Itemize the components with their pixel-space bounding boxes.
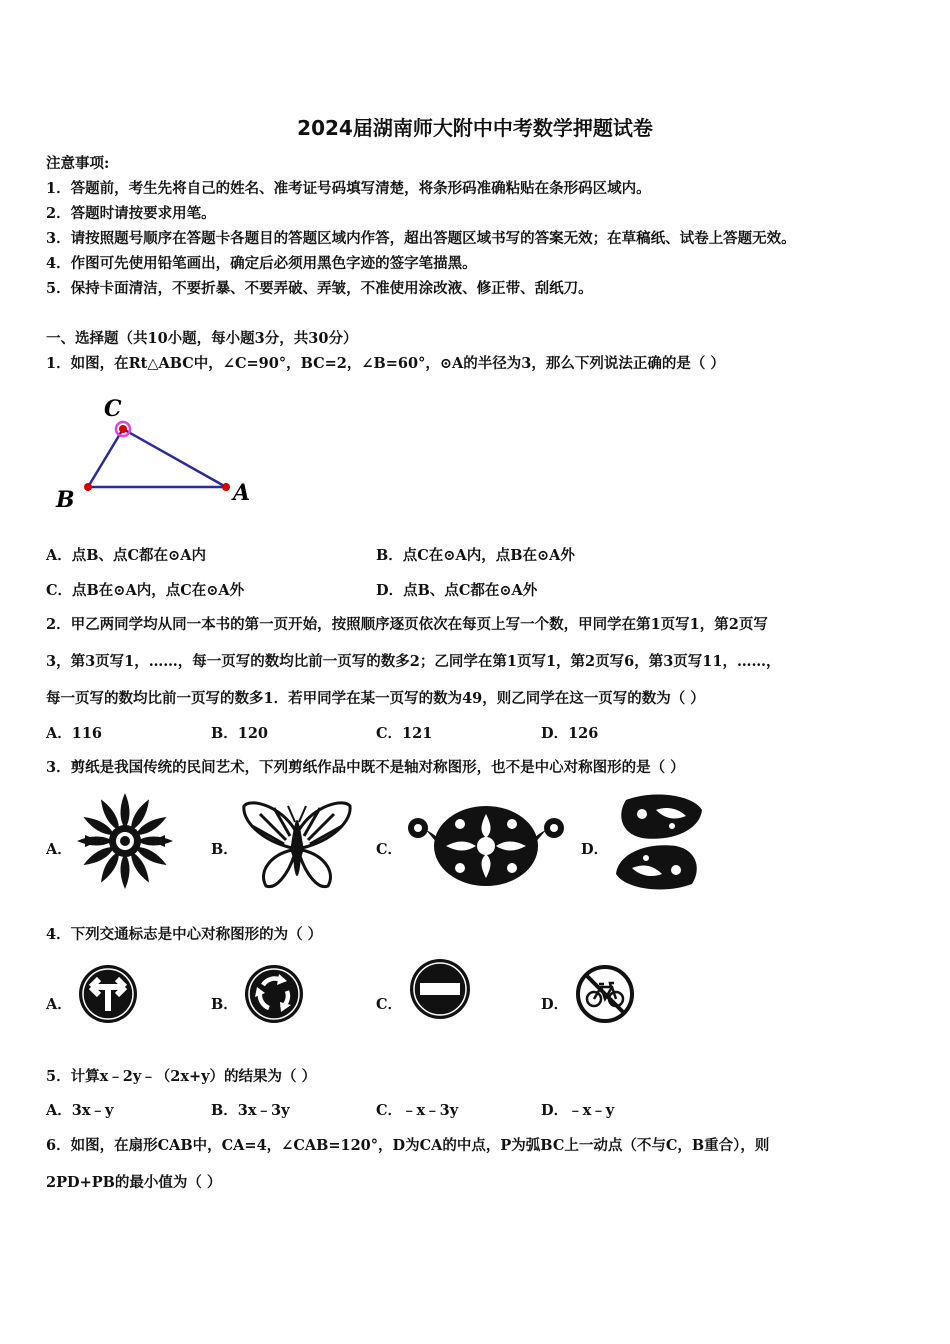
q1-option-d: D．点B、点C都在⊙A外 xyxy=(376,582,538,599)
q5-option-d: D．﹣x﹣y xyxy=(541,1102,615,1119)
q5-option-a: A．3x﹣y xyxy=(46,1102,114,1119)
page-title: 2024届湖南师大附中中考数学押题试卷 xyxy=(297,116,653,140)
q1-option-c: C．点B在⊙A内，点C在⊙A外 xyxy=(46,582,245,599)
turn-left-right-sign-icon xyxy=(77,963,139,1025)
q1-option-a: A．点B、点C都在⊙A内 xyxy=(46,547,206,564)
q5-option-b: B．3x﹣3y xyxy=(211,1102,290,1119)
papercut-fish-icon xyxy=(612,790,706,894)
question-2-line: 每一页写的数均比前一页写的数多1．若甲同学在某一页写的数为49，则乙同学在这一页写的数为（ ） xyxy=(46,690,705,707)
q4-option-a: A． xyxy=(46,996,72,1013)
q2-option-b: B．120 xyxy=(211,725,269,742)
question-2-line: 2．甲乙两同学均从同一本书的第一页开始，按照顺序逐页依次在每页上写一个数，甲同学在第1页写1，第2页写 xyxy=(46,616,768,633)
no-entry-sign-icon xyxy=(408,957,472,1021)
notice-item: 1．答题前，考生先将自己的姓名、准考证号码填写清楚，将条形码准确粘贴在条形码区域内。 xyxy=(46,180,651,197)
papercut-flower-icon xyxy=(75,790,175,892)
q4-option-c: C． xyxy=(376,996,403,1013)
question-4-stem: 4．下列交通标志是中心对称图形的为（ ） xyxy=(46,926,323,943)
question-2-line: 3，第3页写1，……，每一页写的数均比前一页写的数多2；乙同学在第1页写1，第2页写6，第3页写11，……， xyxy=(46,653,781,670)
label-a: A xyxy=(233,480,251,506)
notice-item: 4．作图可先使用铅笔画出，确定后必须用黑色字迹的签字笔描黑。 xyxy=(46,255,477,272)
q4-option-d: D． xyxy=(541,996,569,1013)
notice-item: 5．保持卡面清洁，不要折暴、不要弄破、弄皱，不准使用涂改液、修正带、刮纸刀。 xyxy=(46,280,593,297)
question-6-line: 2PD+PB的最小值为（ ） xyxy=(46,1174,222,1191)
question-5-stem: 5．计算x﹣2y﹣（2x+y）的结果为（ ） xyxy=(46,1068,317,1085)
point-b xyxy=(84,483,92,491)
question-3-stem: 3．剪纸是我国传统的民间艺术，下列剪纸作品中既不是轴对称图形，也不是中心对称图形的是（ ） xyxy=(46,759,685,776)
q3-option-d: D． xyxy=(581,841,609,858)
papercut-floral-icon xyxy=(404,800,568,892)
section-heading: 一、选择题（共10小题，每小题3分，共30分） xyxy=(46,330,358,347)
no-bicycle-sign-icon xyxy=(574,963,636,1025)
q3-option-a: A． xyxy=(46,841,72,858)
notice-item: 3．请按照题号顺序在答题卡各题目的答题区域内作答，超出答题区域书写的答案无效；在草稿纸、试卷上答题无效。 xyxy=(46,230,796,247)
notice-heading: 注意事项: xyxy=(46,155,110,172)
label-c: C xyxy=(104,396,122,422)
question-6-line: 6．如图，在扇形CAB中，CA=4，∠CAB=120°，D为CA的中点，P为弧BC上一动点（不与C，B重合），则 xyxy=(46,1137,770,1154)
label-b: B xyxy=(56,487,75,513)
side-ca xyxy=(123,429,226,487)
q4-option-b: B． xyxy=(211,996,238,1013)
q1-option-b: B．点C在⊙A内，点B在⊙A外 xyxy=(376,547,575,564)
point-a xyxy=(222,483,230,491)
papercut-butterfly-icon xyxy=(240,800,354,892)
q2-option-c: C．121 xyxy=(376,725,433,742)
q3-option-b: B． xyxy=(211,841,238,858)
q2-option-a: A．116 xyxy=(46,725,103,742)
triangle-figure xyxy=(50,390,270,520)
side-bc xyxy=(88,429,123,487)
point-c xyxy=(119,425,127,433)
question-1-stem: 1．如图，在Rt△ABC中，∠C=90°，BC=2，∠B=60°，⊙A的半径为3，那么下列说法正确的是（ ） xyxy=(46,355,725,372)
roundabout-sign-icon xyxy=(243,963,305,1025)
q5-option-c: C．﹣x﹣3y xyxy=(376,1102,459,1119)
q2-option-d: D．126 xyxy=(541,725,599,742)
notice-item: 2．答题时请按要求用笔。 xyxy=(46,205,216,222)
q3-option-c: C． xyxy=(376,841,403,858)
